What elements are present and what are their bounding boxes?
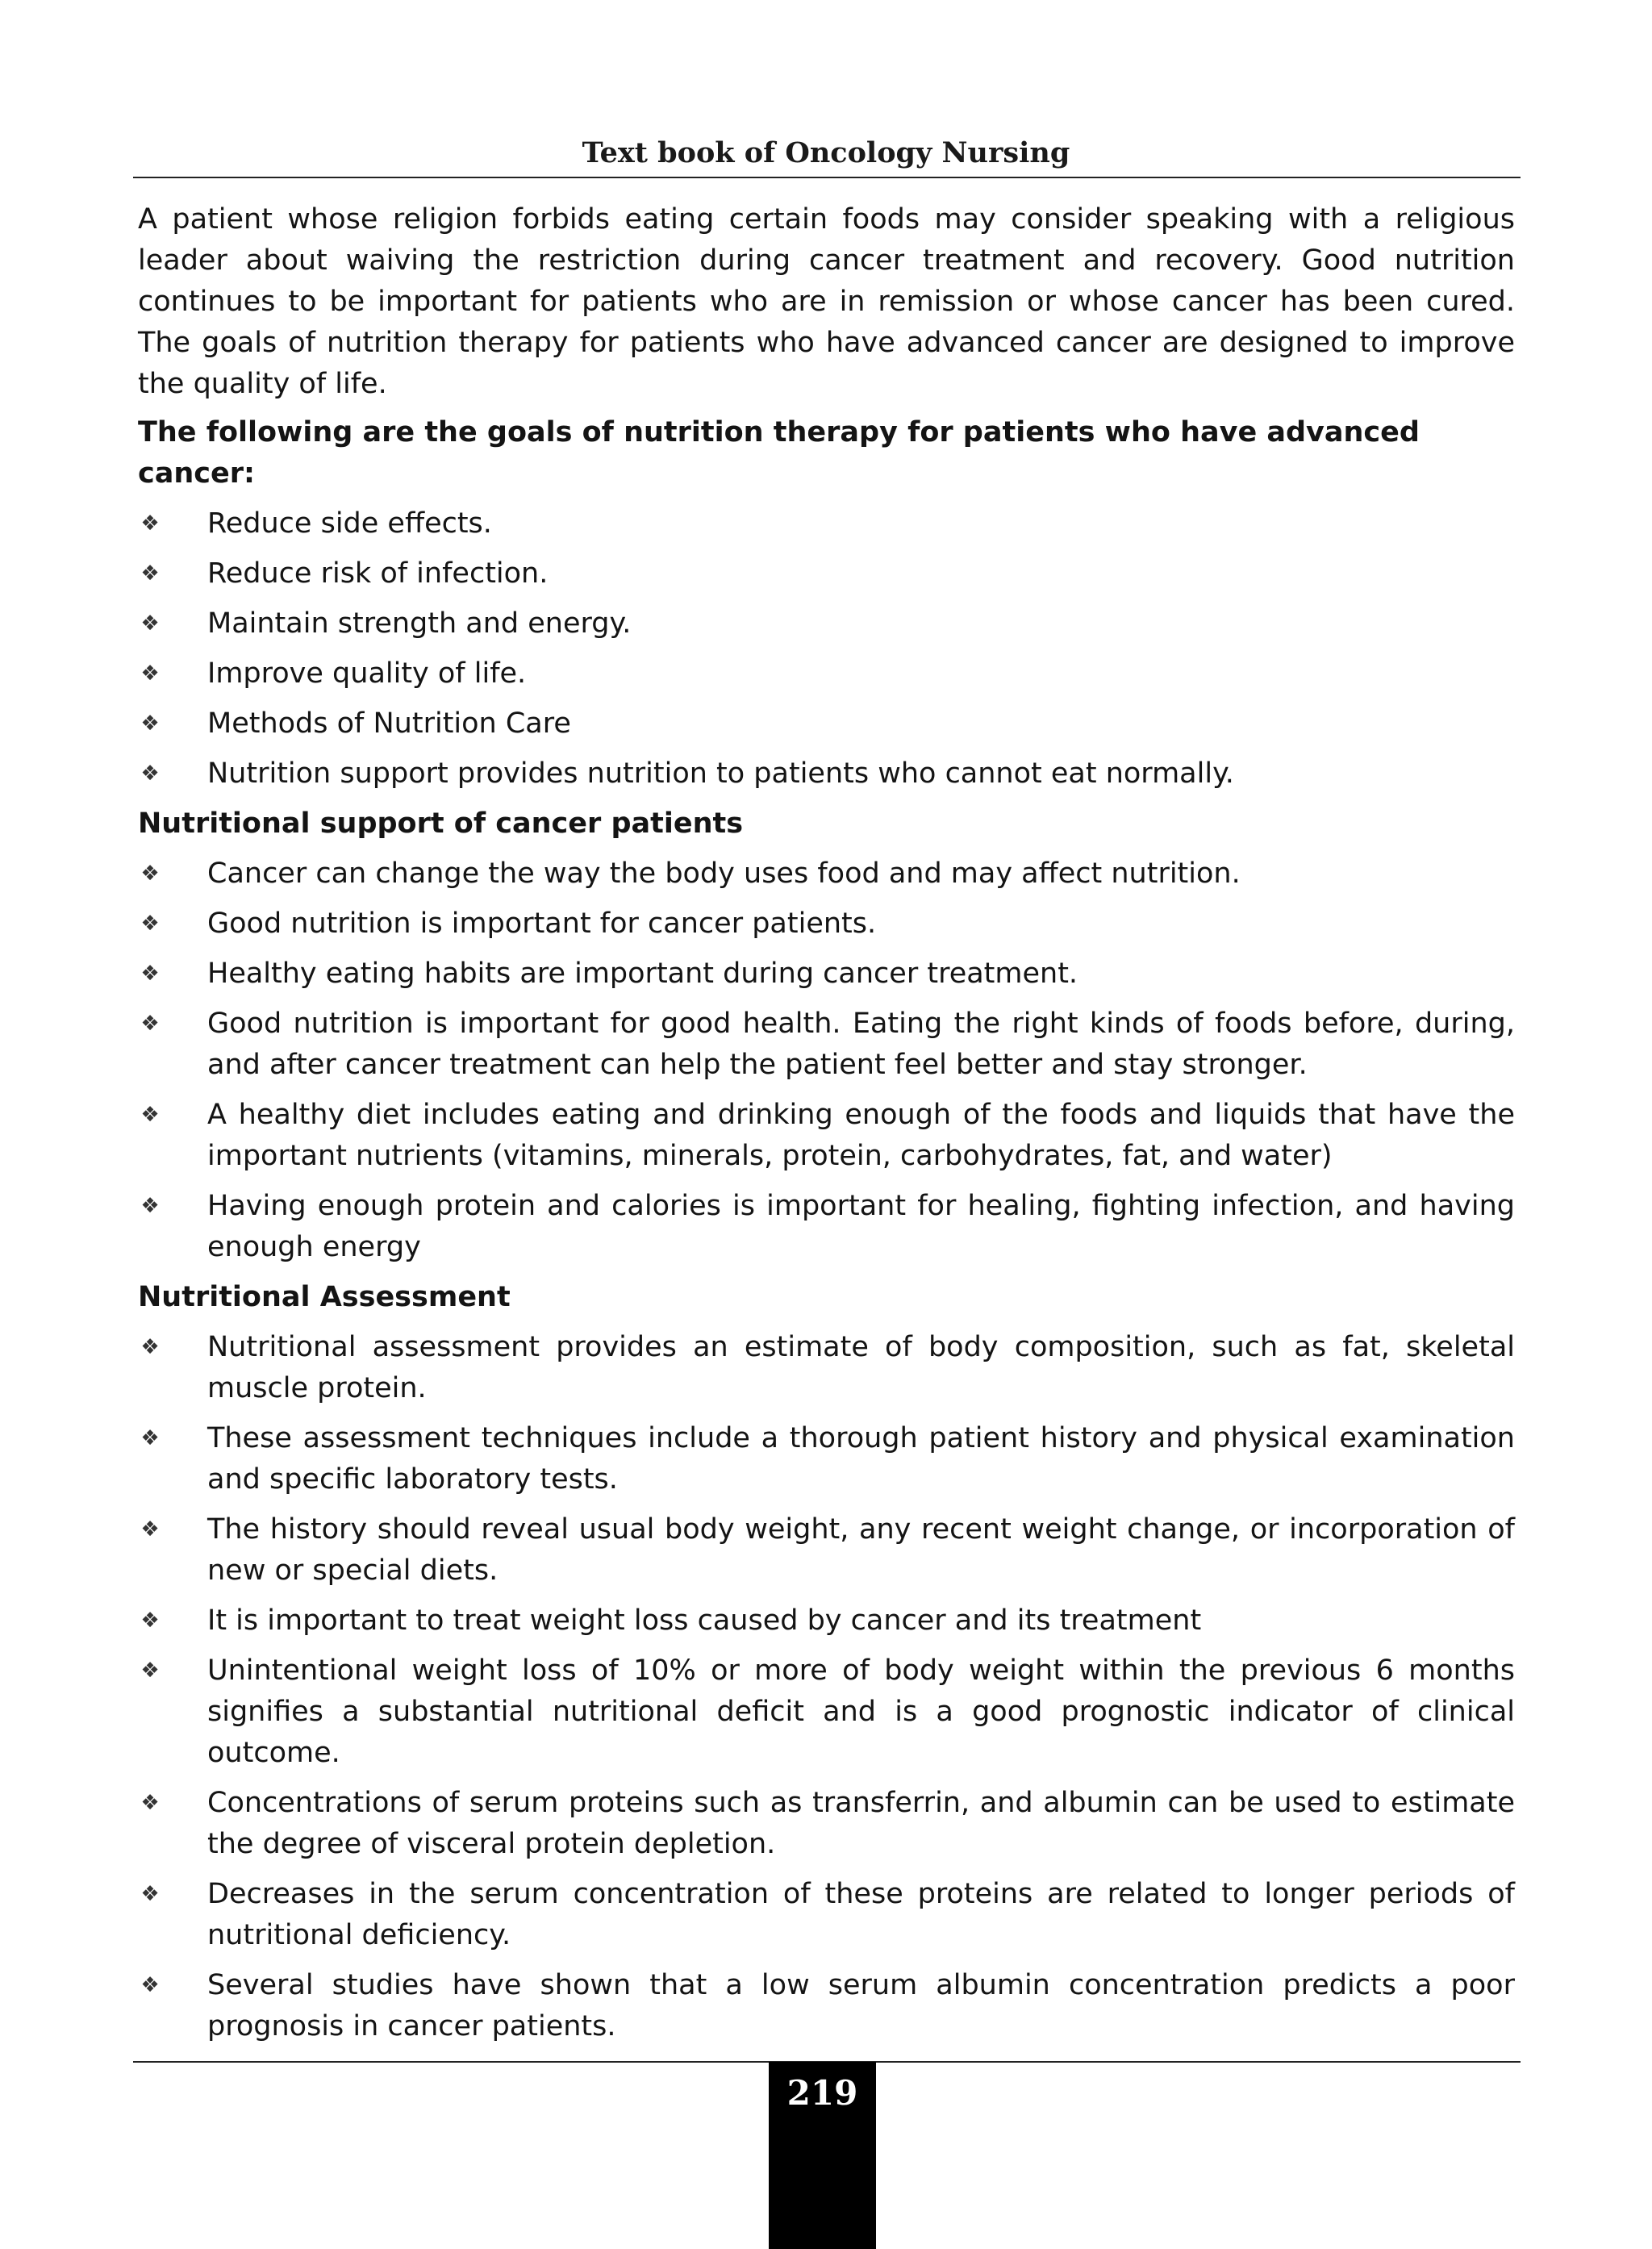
list-item: ❖ Decreases in the serum concentration of these proteins are related to longer periods of nutritional deficiency. bbox=[138, 1874, 1515, 1956]
list-item: ❖ Good nutrition is important for good health. Eating the right kinds of foods before, during, and after cancer treatment can help the patient feel better and stay stronger. bbox=[138, 1003, 1515, 1086]
diamond-bullet-icon: ❖ bbox=[140, 1426, 160, 1450]
list-item: ❖ Nutrition support provides nutrition to patients who cannot eat normally. bbox=[138, 753, 1515, 795]
diamond-bullet-icon: ❖ bbox=[140, 862, 160, 886]
section-assessment-heading: Nutritional Assessment bbox=[138, 1281, 511, 1313]
list-item: ❖ A healthy diet includes eating and drinking enough of the foods and liquids that have the important nutrients (vitamins, minerals, protein, carbohydrates, fat, and water) bbox=[138, 1095, 1515, 1177]
page-content bbox=[138, 199, 1515, 2056]
diamond-bullet-icon: ❖ bbox=[140, 1882, 160, 1906]
list-item: ❖ Concentrations of serum proteins such as transferrin, and albumin can be used to estimate the degree of visceral protein depletion. bbox=[138, 1783, 1515, 1865]
diamond-bullet-icon: ❖ bbox=[140, 1194, 160, 1218]
diamond-bullet-icon: ❖ bbox=[140, 711, 160, 736]
diamond-bullet-icon: ❖ bbox=[140, 1335, 160, 1359]
diamond-bullet-icon: ❖ bbox=[140, 1609, 160, 1633]
diamond-bullet-icon: ❖ bbox=[140, 1973, 160, 1997]
list-item: ❖ Cancer can change the way the body uses food and may affect nutrition. bbox=[138, 853, 1515, 895]
list-item: ❖ Unintentional weight loss of 10% or more of body weight within the previous 6 months signifies a substantial nutritional deficit and is a good prognostic indicator of clinical outcome. bbox=[138, 1650, 1515, 1774]
diamond-bullet-icon: ❖ bbox=[140, 561, 160, 586]
list-item: ❖ The history should reveal usual body weight, any recent weight change, or incorporation of new or special diets. bbox=[138, 1509, 1515, 1592]
list-item: ❖ Nutritional assessment provides an estimate of body composition, such as fat, skeletal muscle protein. bbox=[138, 1327, 1515, 1409]
diamond-bullet-icon: ❖ bbox=[140, 1103, 160, 1127]
section-goals-heading: The following are the goals of nutrition therapy for patients who have advanced cancer: bbox=[138, 416, 1420, 490]
list-item: ❖ Improve quality of life. bbox=[138, 653, 1515, 695]
diamond-bullet-icon: ❖ bbox=[140, 1517, 160, 1542]
diamond-bullet-icon: ❖ bbox=[140, 912, 160, 936]
diamond-bullet-icon: ❖ bbox=[140, 511, 160, 536]
list-item: ❖ Maintain strength and energy. bbox=[138, 603, 1515, 645]
goals-list bbox=[138, 503, 1515, 795]
section-support-heading: Nutritional support of cancer patients bbox=[138, 807, 744, 840]
intro-paragraph: A patient whose religion forbids eating certain foods may consider speaking with a religious leader about waiving the restriction during cancer treatment and recovery. Good nutrition continues to be important for patients who are in remission or whose cancer has been cured. The goals of nutrition therapy for patients who have advanced cancer are designed to improve the quality of life. bbox=[138, 203, 1515, 400]
assessment-list bbox=[138, 1327, 1515, 2047]
page-header-title: Text book of Oncology Nursing bbox=[582, 136, 1070, 169]
page-number: 219 bbox=[786, 2073, 858, 2113]
list-item: ❖ Reduce risk of infection. bbox=[138, 553, 1515, 595]
diamond-bullet-icon: ❖ bbox=[140, 1791, 160, 1815]
list-item: ❖ Having enough protein and calories is important for healing, fighting infection, and having enough energy bbox=[138, 1186, 1515, 1268]
support-list bbox=[138, 853, 1515, 1268]
list-item: ❖ Good nutrition is important for cancer patients. bbox=[138, 903, 1515, 945]
list-item: ❖ Healthy eating habits are important during cancer treatment. bbox=[138, 953, 1515, 995]
diamond-bullet-icon: ❖ bbox=[140, 611, 160, 636]
diamond-bullet-icon: ❖ bbox=[140, 1659, 160, 1683]
diamond-bullet-icon: ❖ bbox=[140, 1012, 160, 1036]
page-number-tab bbox=[769, 2062, 876, 2249]
list-item: ❖ Reduce side effects. bbox=[138, 503, 1515, 545]
list-item: ❖ These assessment techniques include a thorough patient history and physical examination and specific laboratory tests. bbox=[138, 1418, 1515, 1500]
header-rule bbox=[133, 177, 1521, 178]
list-item: ❖ Several studies have shown that a low serum albumin concentration predicts a poor prognosis in cancer patients. bbox=[138, 1965, 1515, 2047]
diamond-bullet-icon: ❖ bbox=[140, 962, 160, 986]
list-item: ❖ Methods of Nutrition Care bbox=[138, 703, 1515, 745]
diamond-bullet-icon: ❖ bbox=[140, 661, 160, 686]
diamond-bullet-icon: ❖ bbox=[140, 761, 160, 786]
list-item: ❖ It is important to treat weight loss caused by cancer and its treatment bbox=[138, 1600, 1515, 1642]
